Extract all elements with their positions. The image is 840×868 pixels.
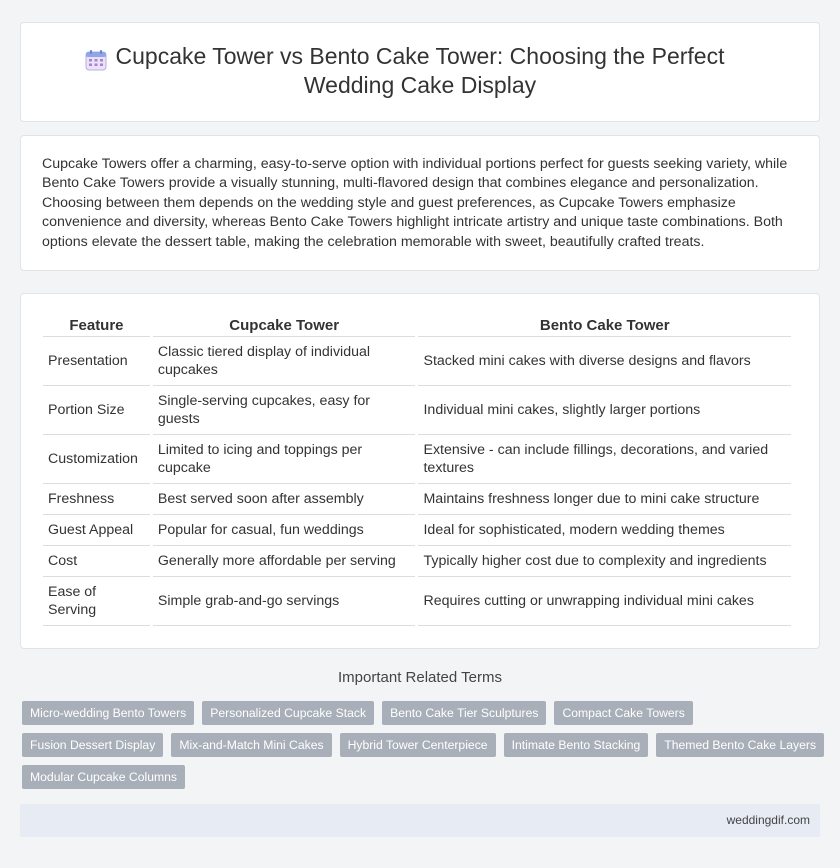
- header-cupcake-tower: Cupcake Tower: [153, 315, 416, 337]
- term-tag[interactable]: Modular Cupcake Columns: [22, 765, 185, 789]
- table-row: [43, 337, 791, 386]
- row-cupcake-value: Limited to icing and toppings per cupcake: [153, 435, 416, 484]
- comparison-table: [40, 315, 794, 626]
- row-cupcake-value: Popular for casual, fun weddings: [153, 515, 416, 546]
- related-terms-tags: [22, 701, 822, 797]
- row-cupcake-value: Classic tiered display of individual cupcakes: [153, 337, 416, 386]
- term-tag[interactable]: Compact Cake Towers: [554, 701, 692, 725]
- row-cupcake-value: Simple grab-and-go servings: [153, 577, 416, 626]
- table-row: [43, 546, 791, 577]
- row-bento-value: Typically higher cost due to complexity and ingredients: [418, 546, 791, 577]
- table-row: [43, 386, 791, 435]
- term-tag[interactable]: Mix-and-Match Mini Cakes: [171, 733, 331, 757]
- row-feature: Freshness: [43, 484, 150, 515]
- table-header-row: [43, 315, 791, 337]
- row-cupcake-value: Single-serving cupcakes, easy for guests: [153, 386, 416, 435]
- table-row: [43, 484, 791, 515]
- header-bento-cake-tower: Bento Cake Tower: [418, 315, 791, 337]
- term-tag[interactable]: Themed Bento Cake Layers: [656, 733, 824, 757]
- row-cupcake-value: Best served soon after assembly: [153, 484, 416, 515]
- row-bento-value: Extensive - can include fillings, decorations, and varied textures: [418, 435, 791, 484]
- comparison-table-card: [20, 293, 820, 649]
- term-tag[interactable]: Fusion Dessert Display: [22, 733, 163, 757]
- header-feature: Feature: [43, 315, 150, 337]
- row-feature: Cost: [43, 546, 150, 577]
- table-row: [43, 435, 791, 484]
- page-title: Cupcake Tower vs Bento Cake Tower: Choosing the Perfect Wedding Cake Display: [115, 43, 725, 98]
- row-bento-value: Requires cutting or unwrapping individual mini cakes: [418, 577, 791, 626]
- footer-site-link[interactable]: weddingdif.com: [726, 813, 810, 827]
- term-tag[interactable]: Hybrid Tower Centerpiece: [340, 733, 496, 757]
- row-feature: Portion Size: [43, 386, 150, 435]
- row-bento-value: Stacked mini cakes with diverse designs and flavors: [418, 337, 791, 386]
- row-feature: Customization: [43, 435, 150, 484]
- intro-paragraph: Cupcake Towers offer a charming, easy-to-serve option with individual portions perfect for guests seeking variety, while Bento Cake Towers provide a visually stunning, multi-flavored design that combines elegance and personalization. Choosing between them depends on the wedding style and guest preferences, as Cupcake Towers emphasize convenience and diversity, whereas Bento Cake Towers highlight intricate artistry and unique taste combinations. Both options elevate the dessert table, making the celebration memorable with sweet, beautifully crafted treats.: [42, 156, 788, 250]
- term-tag[interactable]: Micro-wedding Bento Towers: [22, 701, 194, 725]
- header-card: [20, 22, 820, 122]
- term-tag[interactable]: Intimate Bento Stacking: [504, 733, 649, 757]
- row-feature: Guest Appeal: [43, 515, 150, 546]
- row-feature: Presentation: [43, 337, 150, 386]
- related-terms-title: Important Related Terms: [338, 669, 502, 686]
- row-feature: Ease of Serving: [43, 577, 150, 626]
- row-bento-value: Maintains freshness longer due to mini cake structure: [418, 484, 791, 515]
- table-row: [43, 577, 791, 626]
- row-bento-value: Ideal for sophisticated, modern wedding themes: [418, 515, 791, 546]
- row-bento-value: Individual mini cakes, slightly larger portions: [418, 386, 791, 435]
- footer: [20, 804, 820, 837]
- table-row: [43, 515, 791, 546]
- term-tag[interactable]: Bento Cake Tier Sculptures: [382, 701, 546, 725]
- term-tag[interactable]: Personalized Cupcake Stack: [202, 701, 374, 725]
- row-cupcake-value: Generally more affordable per serving: [153, 546, 416, 577]
- intro-card: [20, 135, 820, 271]
